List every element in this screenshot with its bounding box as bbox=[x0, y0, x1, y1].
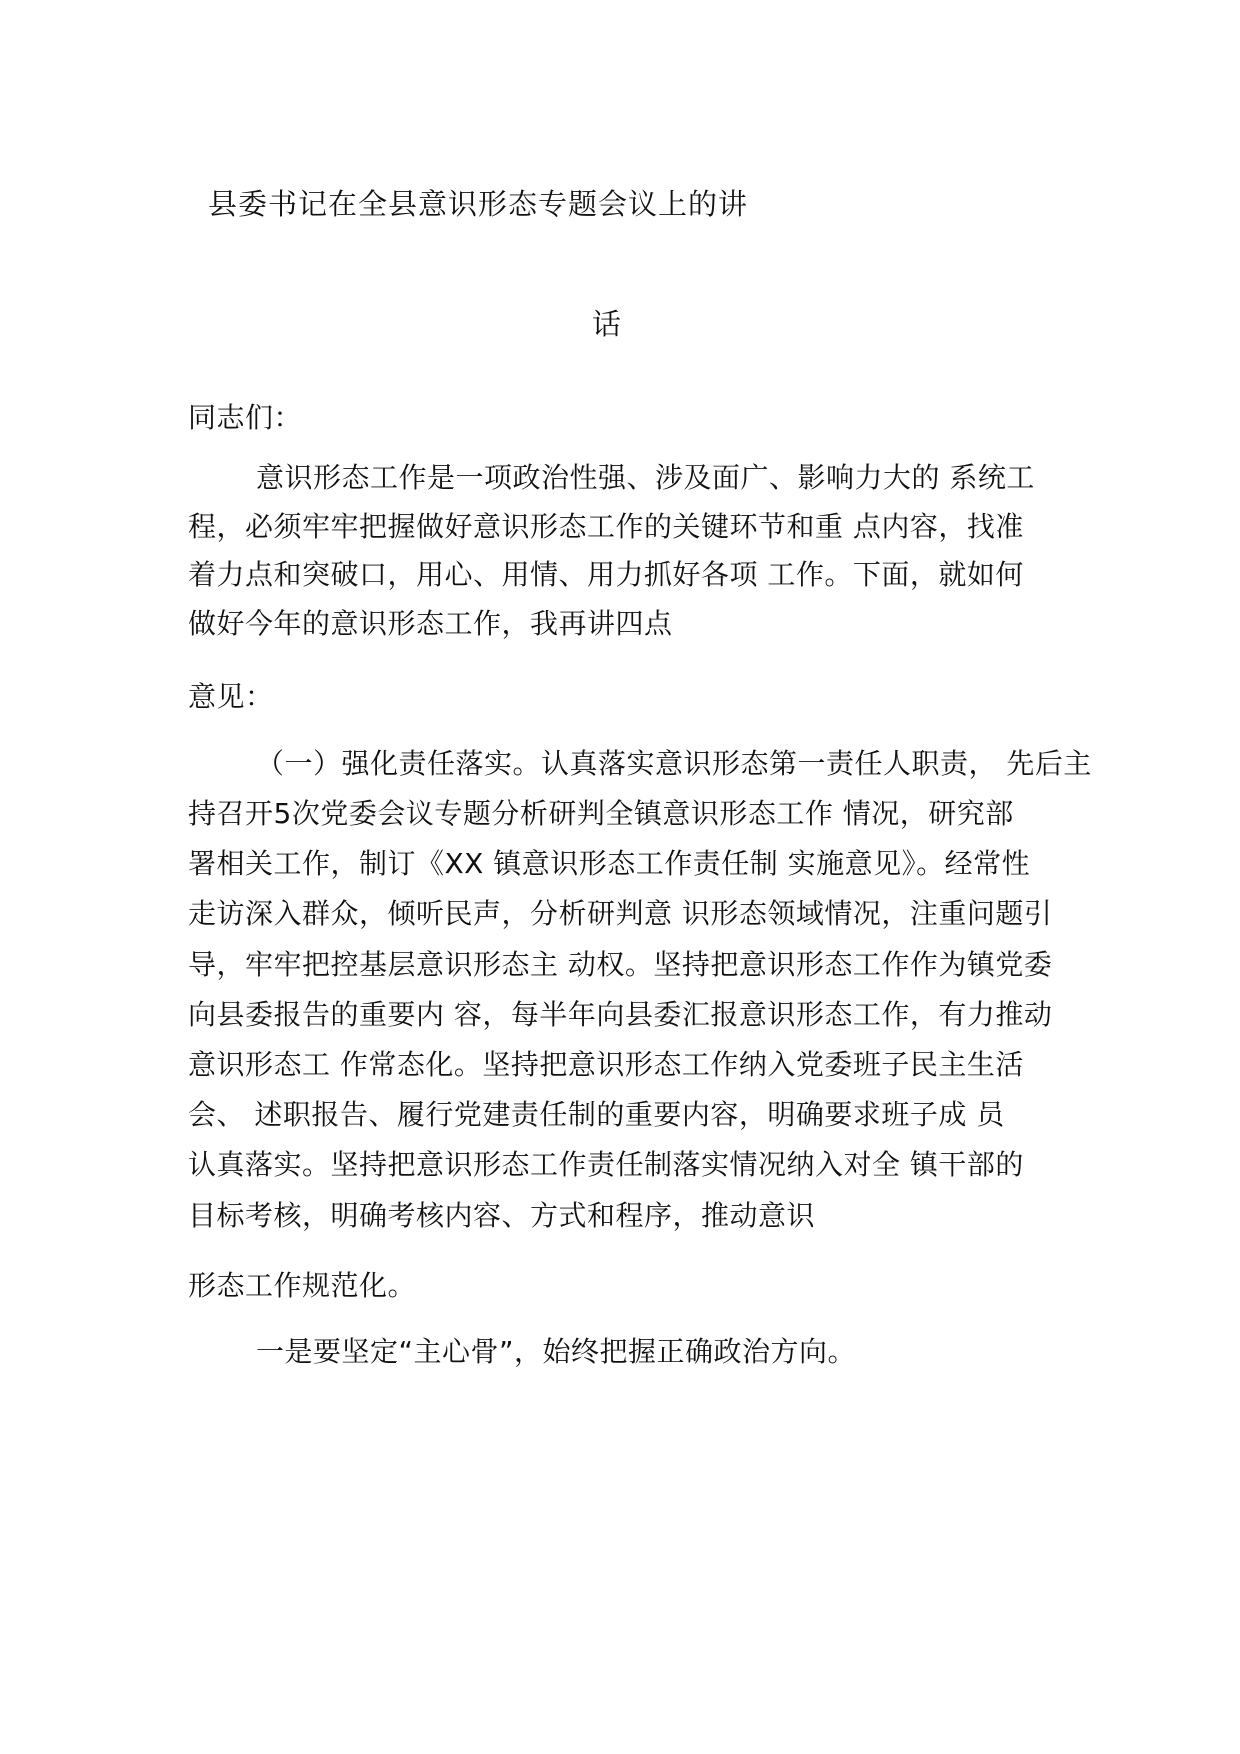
section1-line: 导，牢牢把控基层意识形态主 动权。坚持把意识形态工作作为镇党委 bbox=[188, 948, 1053, 981]
section1-line: （一）强化责任落实。认真落实意识形态第一责任人职责， 先后主 bbox=[256, 747, 1092, 780]
section1-end: 形态工作规范化。 bbox=[188, 1269, 417, 1302]
section1-line: 认真落实。坚持把意识形态工作责任制落实情况纳入对全 镇干部的 bbox=[188, 1148, 1024, 1181]
section1-line: 向县委报告的重要内 容，每半年向县委汇报意识形态工作，有力推动 bbox=[188, 998, 1053, 1031]
intro-line: 着力点和突破口，用心、用情、用力抓好各项 工作。下面，就如何 bbox=[188, 558, 1024, 591]
intro-line: 意识形态工作是一项政治性强、涉及面广、影响力大的 系统工 bbox=[256, 461, 1035, 494]
section1-line: 走访深入群众，倾听民声，分析研判意 识形态领域情况，注重问题引 bbox=[188, 897, 1053, 930]
point-one: 一是要坚定“主心骨”，始终把握正确政治方向。 bbox=[256, 1335, 857, 1368]
intro-line: 做好今年的意识形态工作，我再讲四点 bbox=[188, 607, 673, 640]
document-title-line-2: 话 bbox=[592, 307, 623, 341]
document-title-line-1: 县委书记在全县意识形态专题会议上的讲 bbox=[208, 187, 749, 221]
section1-line: 持召开5次党委会议专题分析研判全镇意识形态工作 情况，研究部 bbox=[188, 797, 1014, 830]
intro-end: 意见： bbox=[188, 680, 274, 713]
intro-line: 程，必须牢牢把握做好意识形态工作的关键环节和重 点内容，找准 bbox=[188, 510, 1024, 543]
section1-line: 会、 述职报告、履行党建责任制的重要内容，明确要求班子成 员 bbox=[188, 1098, 1005, 1131]
section1-line: 目标考核，明确考核内容、方式和程序，推动意识 bbox=[188, 1199, 816, 1232]
section1-line: 署相关工作，制订《XX 镇意识形态工作责任制 实施意见》。经常性 bbox=[188, 847, 1031, 880]
section1-line: 意识形态工 作常态化。坚持把意识形态工作纳入党委班子民主生活 bbox=[188, 1048, 1024, 1081]
salutation: 同志们： bbox=[188, 401, 303, 434]
